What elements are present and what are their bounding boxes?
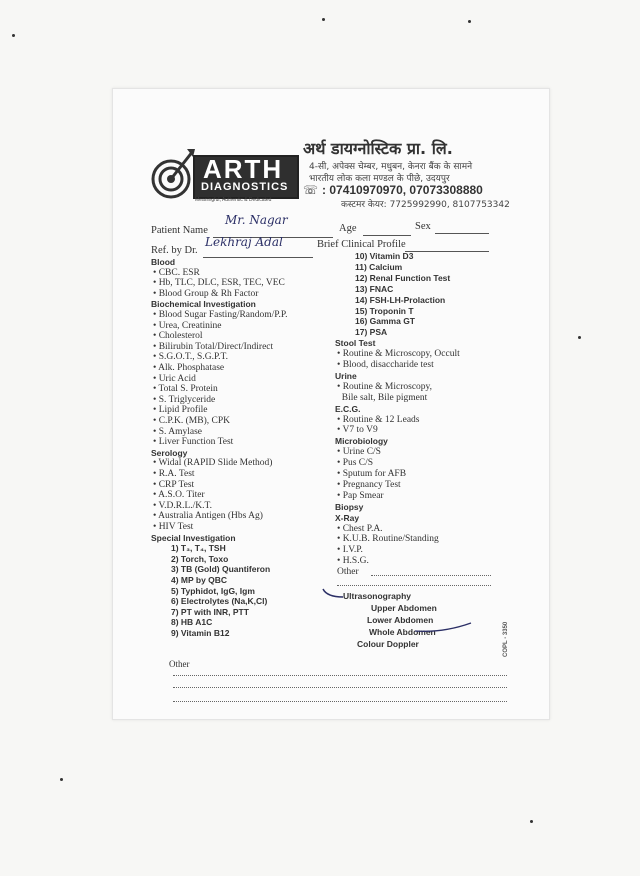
left_column-item: 4) MP by QBC xyxy=(171,575,228,585)
usg-lower-abdomen: Lower Abdomen xyxy=(367,615,434,625)
logo-wordmark xyxy=(193,155,299,199)
left_column-item: • Cholesterol xyxy=(153,331,203,342)
left_column-item: • Urea, Creatinine xyxy=(153,320,222,331)
right_column-item: • Urine C/S xyxy=(337,447,381,458)
right_column-item: • H.S.G. xyxy=(337,556,369,567)
handwritten-underline xyxy=(413,621,473,635)
left_column-item: Serology xyxy=(151,447,188,458)
right_column-item: • V7 to V9 xyxy=(337,425,378,436)
left_column-item: • Liver Function Test xyxy=(153,437,234,448)
right_column-item: • Pap Smear xyxy=(337,490,384,501)
left_column-item: 1) T₃, T₄, TSH xyxy=(171,543,226,554)
right_column-item: 13) FNAC xyxy=(355,283,394,294)
left_column-item: • Bilirubin Total/Direct/Indirect xyxy=(153,341,274,352)
right_column-item: Stool Test xyxy=(335,338,376,349)
left_column-item: 2) Torch, Toxo xyxy=(171,553,229,564)
right_column-item: • I.V.P. xyxy=(337,545,363,556)
sex-label: Sex xyxy=(415,221,431,232)
right_column-item: • Pregnancy Test xyxy=(337,479,401,490)
right_column-item: • Routine & Microscopy, Occult xyxy=(337,349,460,360)
left_column-item: • S. Triglyceride xyxy=(153,394,216,405)
right_column-item: 12) Renal Function Test xyxy=(355,272,451,283)
logo-diagnostics: DIAGNOSTICS xyxy=(201,181,289,193)
left_column-item: • R.A. Test xyxy=(153,469,195,479)
usg-whole-abdomen: Whole Abdomen xyxy=(369,627,436,637)
left_column-item: • S.G.O.T., S.G.P.T. xyxy=(153,352,229,363)
company-name: अर्थ डायग्नोस्टिक प्रा. लि. xyxy=(303,139,453,158)
age-label: Age xyxy=(339,223,357,234)
left_column-item: • Total S. Protein xyxy=(153,384,218,395)
left_column-item: 6) Electrolytes (Na,K,Cl) xyxy=(171,596,268,607)
usg-colour-doppler: Colour Doppler xyxy=(357,639,419,649)
right_column-item: Other xyxy=(337,567,359,578)
left_column-item: • A.S.O. Titer xyxy=(153,490,205,501)
right_column-item: • Sputum for AFB xyxy=(337,469,407,479)
left_column-item: • S. Amylase xyxy=(153,426,202,437)
target-arrow-icon xyxy=(149,147,197,203)
right_column-item: 14) FSH-LH-Prolaction xyxy=(355,294,446,305)
right_column-item: Bile salt, Bile pigment xyxy=(337,392,428,403)
right_column-item: • Pus C/S xyxy=(337,458,374,469)
left_column-item: • Alk. Phosphatase xyxy=(153,363,225,373)
left_column-item: • Widal (RAPID Slide Method) xyxy=(153,458,273,469)
left_column-item: • Hb, TLC, DLC, ESR, TEC, VEC xyxy=(153,278,285,289)
right_column-item: Urine xyxy=(335,370,357,381)
right_column-item: Microbiology xyxy=(335,436,388,447)
right_column-item: • Blood, disaccharide test xyxy=(337,360,434,370)
ref-doctor-handwriting: Lekhraj Adal xyxy=(205,235,283,249)
form-code: COPL - 3350 xyxy=(503,621,509,657)
left_column-item: • Blood Group & Rh Factor xyxy=(153,288,259,299)
right_column-item: Biopsy xyxy=(335,501,364,512)
left_column-item: 3) TB (Gold) Quantiferon xyxy=(171,564,271,575)
address-line-1: 4-सी, अपेक्स चेम्बर, मधुबन, केनरा बैंक के सामने xyxy=(309,162,473,172)
right_column-item: E.C.G. xyxy=(335,403,361,414)
handwritten-tick xyxy=(321,587,345,601)
left_column-item: 8) HB A1C xyxy=(171,617,213,628)
left_column-item: • Uric Acid xyxy=(153,373,196,384)
left_column-item: • V.D.R.L./K.T. xyxy=(153,500,213,511)
left_column-item: 9) Vitamin B12 xyxy=(171,628,230,638)
logo-arth: ARTH xyxy=(203,154,284,184)
usg-upper-abdomen: Upper Abdomen xyxy=(371,603,437,613)
right_column-item: • K.U.B. Routine/Standing xyxy=(337,534,439,545)
left_column-item: Special Investigation xyxy=(151,532,236,543)
brief-clinical-profile-label: Brief Clinical Profile xyxy=(317,239,406,250)
left_column-item: • CRP Test xyxy=(153,479,195,490)
right_column-item: 17) PSA xyxy=(355,327,388,338)
footer-other-label: Other xyxy=(169,659,190,669)
left_column-item: • Lipid Profile xyxy=(153,405,208,416)
left_column-item: • C.P.K. (MB), CPK xyxy=(153,416,230,426)
right_column-item: X-Ray xyxy=(335,512,360,523)
customer-care: कस्टमर केयर: 7725992990, 8107753342 xyxy=(341,200,510,210)
logo-tagline: Meaningful, Authentic & Dedicated xyxy=(195,197,272,203)
right_column-item: • Routine & Microscopy, xyxy=(337,381,433,392)
right_column-item: 11) Calcium xyxy=(355,261,403,272)
arth-logo xyxy=(149,147,297,203)
address-line-2: भारतीय लोक कला मण्डल के पीछे, उदयपुर xyxy=(309,174,450,184)
right_column-item: • Routine & 12 Leads xyxy=(337,414,420,425)
right_column-item: • Chest P.A. xyxy=(337,523,383,534)
prescription-sheet xyxy=(112,88,550,720)
phone-icon: ☏ xyxy=(303,183,319,197)
phone-numbers: : 07410970970, 07073308880 xyxy=(322,183,483,197)
usg-title: Ultrasonography xyxy=(343,591,412,601)
left_column-item: • Blood Sugar Fasting/Random/P.P. xyxy=(153,310,288,320)
patient-name-label: Patient Name xyxy=(151,225,208,236)
left_column-item: • Australia Antigen (Hbs Ag) xyxy=(153,511,263,522)
left_column-item: • HIV Test xyxy=(153,522,194,532)
left_column-item: 7) PT with INR, PTT xyxy=(171,606,249,617)
left_column-item: • CBC. ESR xyxy=(153,267,200,278)
right_column-item: 15) Troponin T xyxy=(355,305,414,316)
left_column-item: Biochemical Investigation xyxy=(151,299,256,310)
left_column-item: 5) Typhidot, IgG, Igm xyxy=(171,585,255,596)
patient-name-handwriting: Mr. Nagar xyxy=(225,213,288,227)
left_column-item: Blood xyxy=(151,257,176,267)
ref-by-label: Ref. by Dr. xyxy=(151,245,198,256)
right_column-item: 10) Vitamin D3 xyxy=(355,251,414,261)
right_column-item: 16) Gamma GT xyxy=(355,316,415,327)
